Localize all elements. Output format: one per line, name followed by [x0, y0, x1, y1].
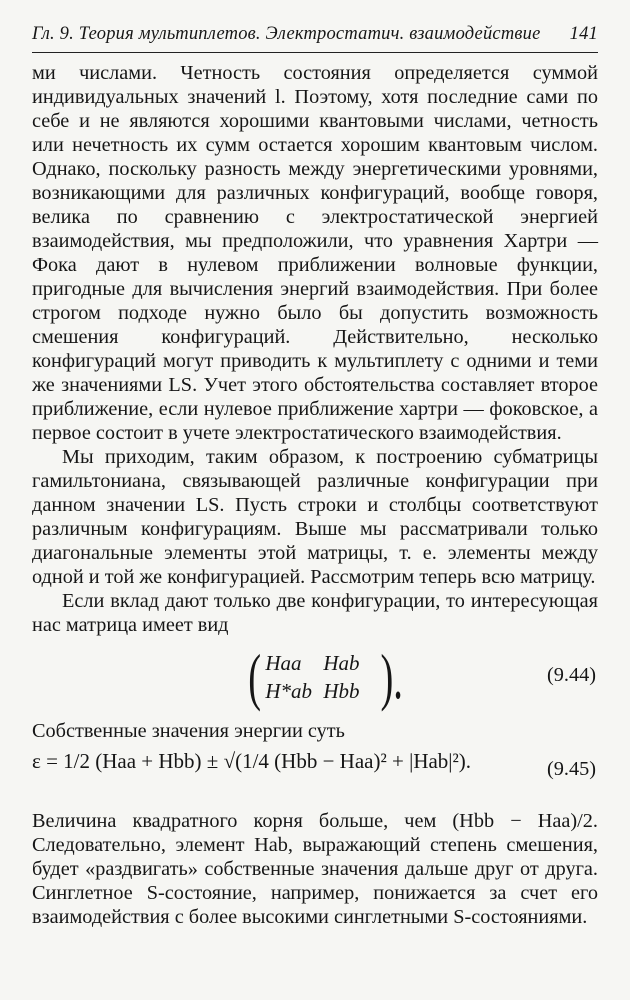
hamiltonian-matrix — [244, 643, 411, 711]
equation-number-9-45: (9.45) — [547, 758, 596, 780]
paragraph-1: ми числами. Четность состояния определяется суммой индивидуальных значений l. Поэтому, хотя последние сами по себе и не являются хорошими квантовыми числами, четность или нечетность их сумм остается хорошим квантовым числом. Однако, поскольку разность между энергетическими уровнями, возникающими для различных конфигураций, вообще говоря, велика по сравнению с электростатической энергией взаимодействия, мы предположили, что уравнения Хартри — Фока дают в нулевом приближении волновые функции, пригодные для вычисления энергий взаимодействия. При более строгом подходе нужно было бы допустить возможность смешения конфигураций. Действительно, несколько конфигураций могут приводить к мультиплету с одними и теми же значениями LS. Учет этого обстоятельства составляет второе приближение, если нулевое приближение хартри — фоковское, а первое состоит в учете электростатического взаимодействия. — [32, 62, 598, 444]
paragraph-5: Величина квадратного корня больше, чем (Hbb − Haa)/2. Следовательно, элемент Hab, выражающий степень смешения, будет «раздвигать» собственные значения дальше друг от друга. Синглетное S-состояние, например, понижается за счет его взаимодействия с более высокими синглетными S-состояниями. — [32, 810, 598, 928]
matrix-cell-aa: Haa — [265, 651, 302, 675]
matrix-cell-ab: Hab — [323, 651, 360, 675]
right-paren: ). — [380, 641, 404, 712]
chapter-title: Гл. 9. Теория мультиплетов. Электростатич. взаимодействие — [32, 24, 541, 44]
equation-9-44 — [32, 643, 598, 711]
equation-number-9-44: (9.44) — [547, 664, 596, 686]
paragraph-2: Мы приходим, таким образом, к построению субматрицы гамильтониана, связывающей различные конфигурации при данном значении LS. Пусть строки и столбцы соответствуют различным конфигурациям. Выше мы рассматривали только диагональные элементы этой матрицы, т. е. элементы между одной и той же конфигурацией. Рассмотрим теперь всю матрицу. — [32, 446, 598, 588]
body-text — [32, 61, 598, 929]
eigenvalue-formula: ε = 1/2 (Haa + Hbb) ± √(1/4 (Hbb − Haa)² + |Hab|²). — [32, 749, 472, 773]
book-page — [32, 24, 598, 929]
matrix-cells — [265, 651, 373, 703]
running-head — [32, 24, 598, 53]
paragraph-4: Собственные значения энергии суть — [32, 720, 345, 742]
page-number: 141 — [569, 24, 598, 44]
matrix-cell-bb: Hbb — [323, 679, 360, 703]
paragraph-3: Если вклад дают только две конфигурации, то интересующая нас матрица имеет вид — [32, 590, 598, 636]
left-paren: ( — [248, 641, 262, 712]
matrix-cell-ab-conj: H*ab — [265, 679, 312, 703]
equation-9-45 — [32, 745, 598, 801]
